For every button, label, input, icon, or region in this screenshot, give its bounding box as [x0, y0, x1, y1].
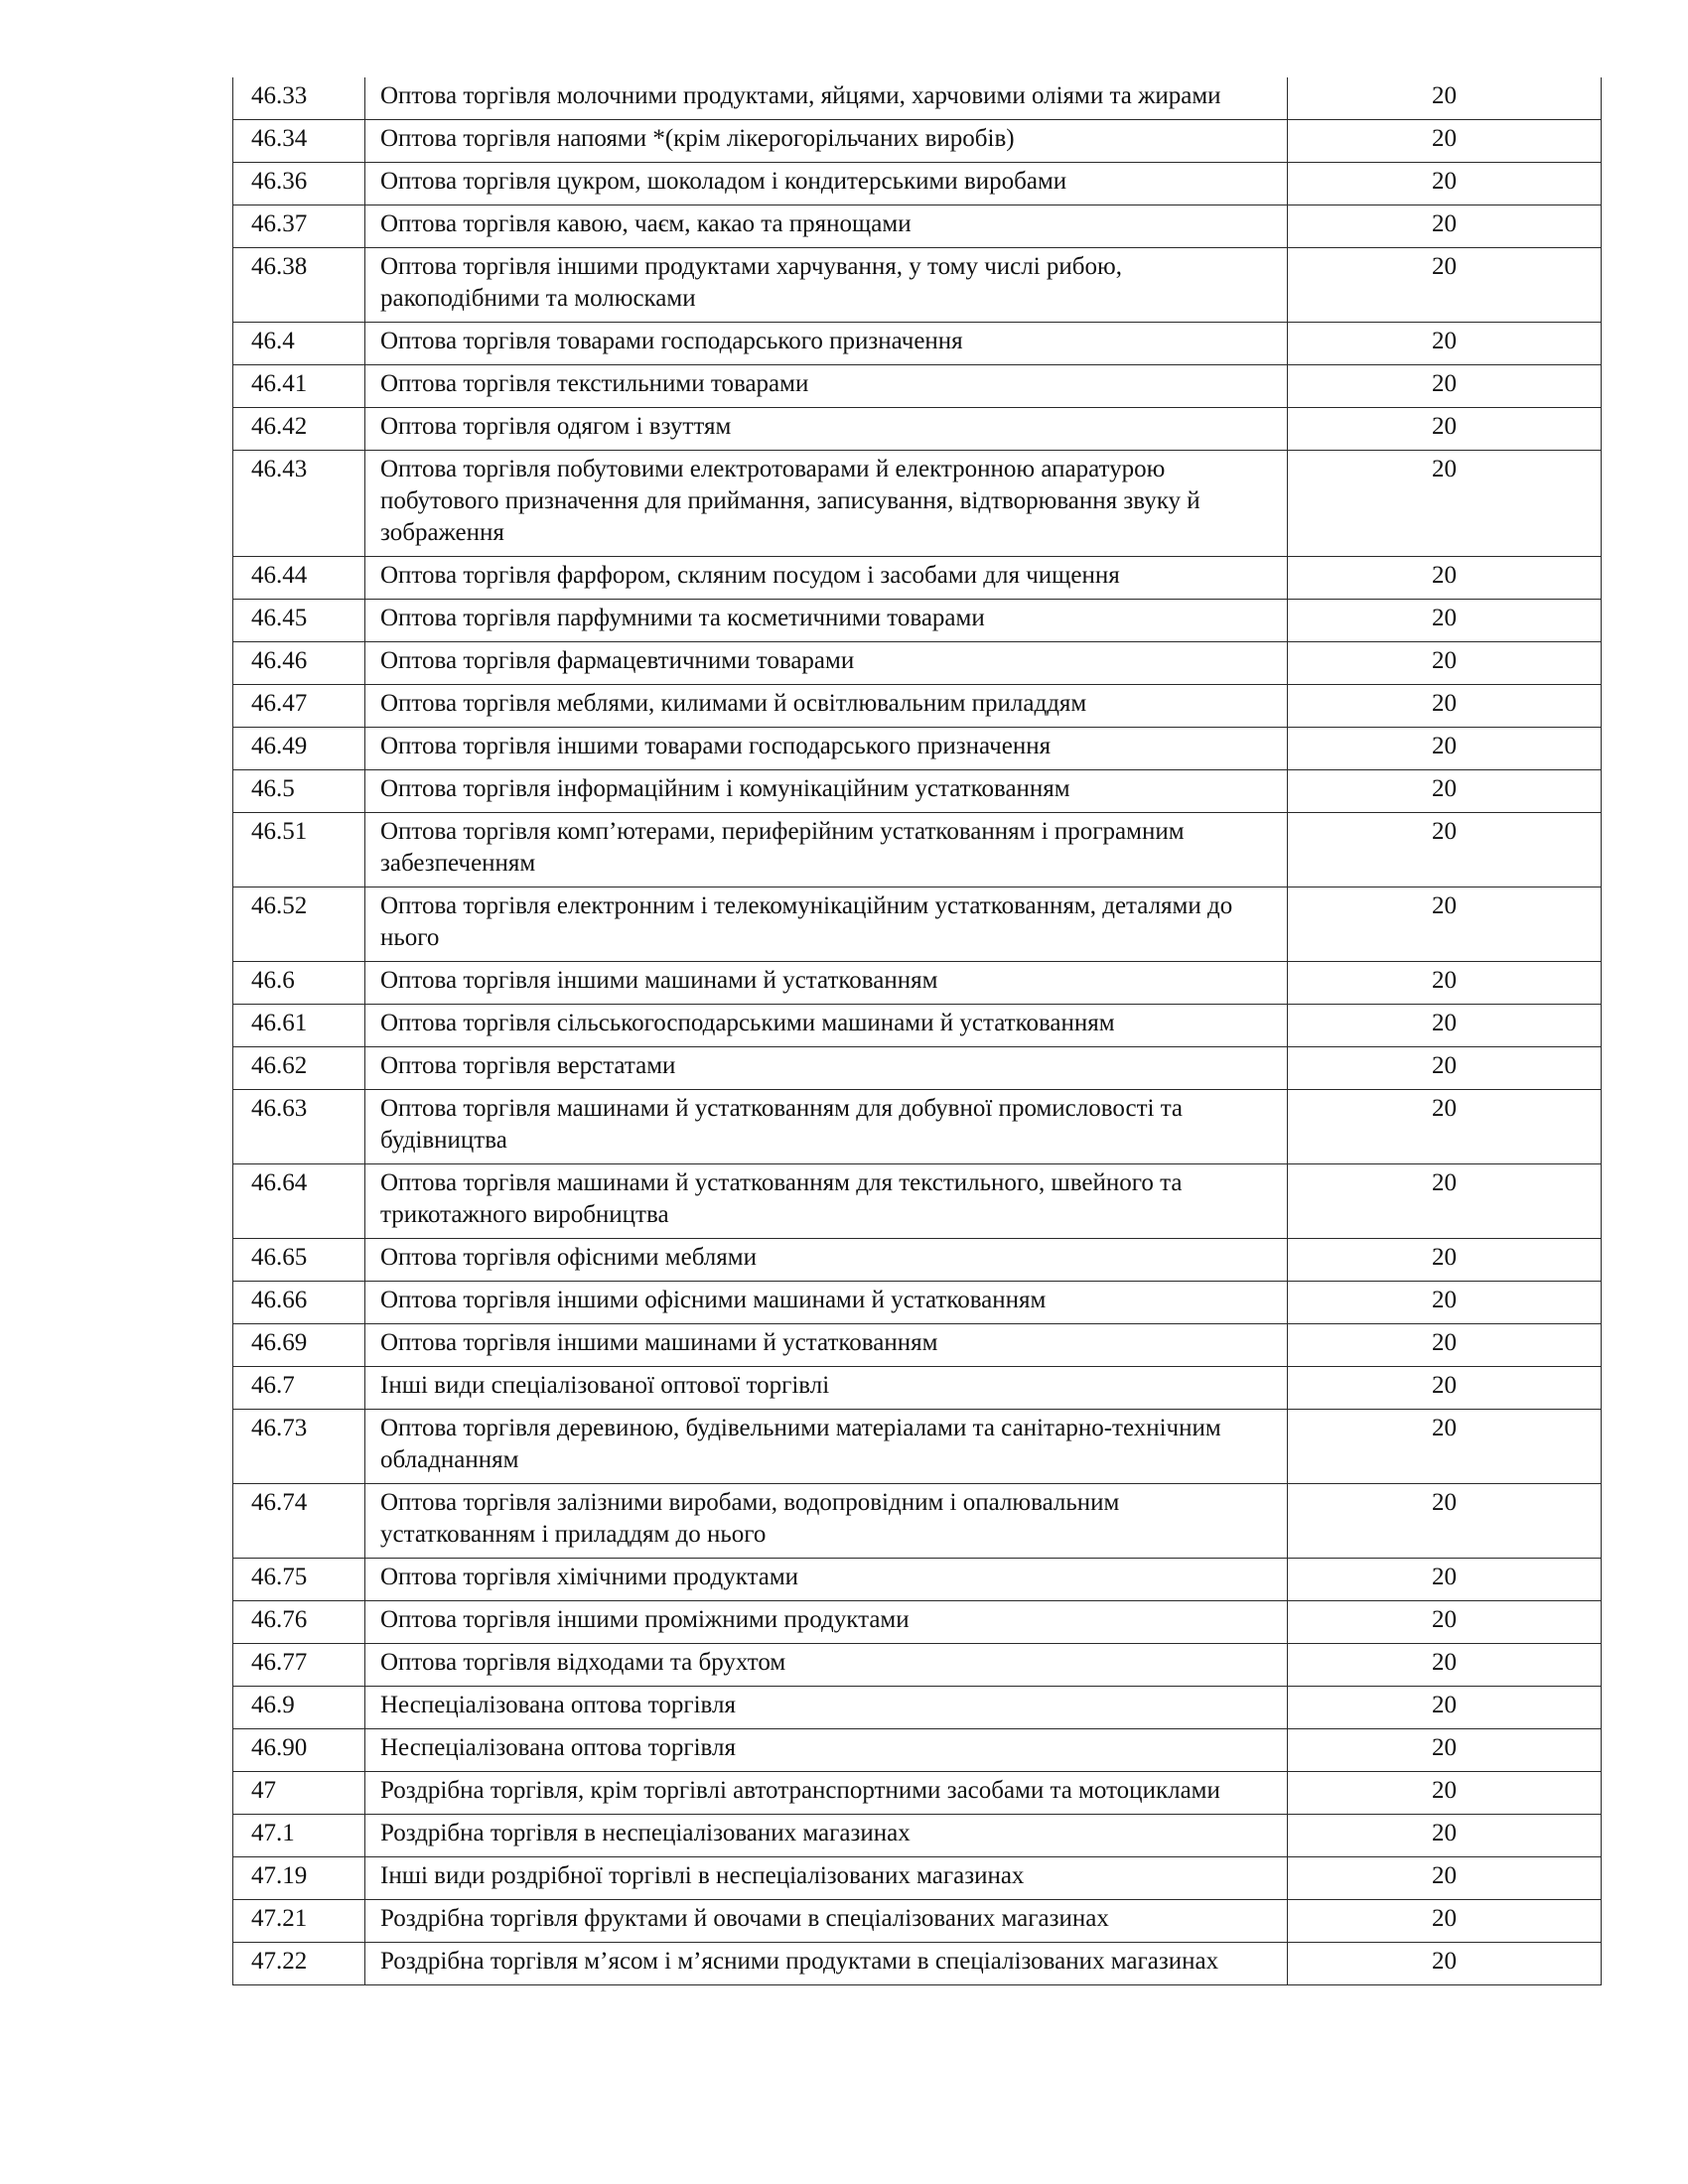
table-row — [233, 728, 1602, 770]
activity-code-cell: 46.34 — [233, 120, 365, 163]
rate-cell: 20 — [1288, 1047, 1602, 1090]
rate-cell: 20 — [1288, 642, 1602, 685]
table-row — [233, 1324, 1602, 1367]
activity-code-cell: 46.6 — [233, 962, 365, 1005]
activity-name-cell: Роздрібна торгівля, крім торгівлі автотранспортними засобами та мотоциклами — [365, 1772, 1288, 1815]
activity-code-cell: 46.5 — [233, 770, 365, 813]
table-row — [233, 1484, 1602, 1559]
table-row — [233, 1687, 1602, 1729]
activity-code-cell: 46.90 — [233, 1729, 365, 1772]
rate-cell: 20 — [1288, 1005, 1602, 1047]
rate-cell: 20 — [1288, 1559, 1602, 1601]
activity-name-cell: Оптова торгівля іншими продуктами харчування, у тому числі рибою, ракоподібними та молюсками — [365, 248, 1288, 323]
rate-cell: 20 — [1288, 1815, 1602, 1857]
activity-name-cell: Оптова торгівля іншими машинами й устаткованням — [365, 962, 1288, 1005]
rate-cell: 20 — [1288, 728, 1602, 770]
activity-name-cell: Оптова торгівля сільськогосподарськими машинами й устаткованням — [365, 1005, 1288, 1047]
rate-cell: 20 — [1288, 120, 1602, 163]
activity-name-cell: Інші види роздрібної торгівлі в неспеціалізованих магазинах — [365, 1857, 1288, 1900]
rate-cell: 20 — [1288, 1410, 1602, 1484]
rate-cell: 20 — [1288, 1367, 1602, 1410]
activity-code-cell: 46.52 — [233, 887, 365, 962]
activity-code-cell: 46.41 — [233, 365, 365, 408]
table-row — [233, 1282, 1602, 1324]
table-row — [233, 962, 1602, 1005]
activity-code-cell: 46.37 — [233, 205, 365, 248]
activity-code-cell: 46.44 — [233, 557, 365, 600]
rate-cell: 20 — [1288, 163, 1602, 205]
activity-code-cell: 46.64 — [233, 1164, 365, 1239]
activity-code-cell: 46.43 — [233, 451, 365, 557]
rate-cell: 20 — [1288, 365, 1602, 408]
activity-code-cell: 46.45 — [233, 600, 365, 642]
table-row — [233, 813, 1602, 887]
activity-code-cell: 47.22 — [233, 1943, 365, 1985]
rate-cell: 20 — [1288, 1772, 1602, 1815]
activity-code-cell: 46.77 — [233, 1644, 365, 1687]
activity-name-cell: Оптова торгівля іншими товарами господарського призначення — [365, 728, 1288, 770]
rate-cell: 20 — [1288, 1324, 1602, 1367]
activity-name-cell: Роздрібна торгівля фруктами й овочами в спеціалізованих магазинах — [365, 1900, 1288, 1943]
activity-name-cell: Роздрібна торгівля м’ясом і м’ясними продуктами в спеціалізованих магазинах — [365, 1943, 1288, 1985]
rate-cell: 20 — [1288, 770, 1602, 813]
rate-cell: 20 — [1288, 205, 1602, 248]
activity-name-cell: Оптова торгівля кавою, чаєм, какао та прянощами — [365, 205, 1288, 248]
rate-cell: 20 — [1288, 1857, 1602, 1900]
activity-name-cell: Оптова торгівля машинами й устаткованням для текстильного, швейного та трикотажного виробництва — [365, 1164, 1288, 1239]
activity-name-cell: Неспеціалізована оптова торгівля — [365, 1729, 1288, 1772]
rate-cell: 20 — [1288, 1282, 1602, 1324]
table-row — [233, 887, 1602, 962]
activity-name-cell: Оптова торгівля фармацевтичними товарами — [365, 642, 1288, 685]
table-row — [233, 1815, 1602, 1857]
activity-name-cell: Оптова торгівля машинами й устаткованням для добувної промисловості та будівництва — [365, 1090, 1288, 1164]
activity-code-cell: 46.4 — [233, 323, 365, 365]
activity-code-cell: 47 — [233, 1772, 365, 1815]
rate-cell: 20 — [1288, 1900, 1602, 1943]
activity-name-cell: Неспеціалізована оптова торгівля — [365, 1687, 1288, 1729]
rate-cell: 20 — [1288, 1943, 1602, 1985]
activity-code-cell: 46.65 — [233, 1239, 365, 1282]
activity-code-cell: 46.33 — [233, 77, 365, 120]
table-row — [233, 1367, 1602, 1410]
activity-code-cell: 46.74 — [233, 1484, 365, 1559]
activity-name-cell: Оптова торгівля залізними виробами, водопровідним і опалювальним устаткованням і приладдям до нього — [365, 1484, 1288, 1559]
table-row — [233, 365, 1602, 408]
activity-code-cell: 46.51 — [233, 813, 365, 887]
activity-code-cell: 46.62 — [233, 1047, 365, 1090]
activity-code-cell: 47.21 — [233, 1900, 365, 1943]
rate-cell: 20 — [1288, 408, 1602, 451]
activity-name-cell: Оптова торгівля одягом і взуттям — [365, 408, 1288, 451]
rate-cell: 20 — [1288, 1729, 1602, 1772]
activity-name-cell: Оптова торгівля іншими машинами й устаткованням — [365, 1324, 1288, 1367]
rate-cell: 20 — [1288, 1484, 1602, 1559]
rate-cell: 20 — [1288, 451, 1602, 557]
rate-cell: 20 — [1288, 813, 1602, 887]
rate-cell: 20 — [1288, 962, 1602, 1005]
table-row — [233, 1857, 1602, 1900]
activity-name-cell: Оптова торгівля фарфором, скляним посудом і засобами для чищення — [365, 557, 1288, 600]
rate-cell: 20 — [1288, 685, 1602, 728]
table-row — [233, 1772, 1602, 1815]
activity-name-cell: Інші види спеціалізованої оптової торгівлі — [365, 1367, 1288, 1410]
activity-code-cell: 46.7 — [233, 1367, 365, 1410]
activity-name-cell: Оптова торгівля текстильними товарами — [365, 365, 1288, 408]
table-row — [233, 163, 1602, 205]
activity-code-cell: 46.76 — [233, 1601, 365, 1644]
activity-name-cell: Оптова торгівля відходами та брухтом — [365, 1644, 1288, 1687]
activity-code-cell: 46.66 — [233, 1282, 365, 1324]
table-row — [233, 770, 1602, 813]
activity-name-cell: Оптова торгівля верстатами — [365, 1047, 1288, 1090]
activity-name-cell: Оптова торгівля хімічними продуктами — [365, 1559, 1288, 1601]
rate-cell: 20 — [1288, 557, 1602, 600]
activity-name-cell: Оптова торгівля інформаційним і комунікаційним устаткованням — [365, 770, 1288, 813]
activity-code-cell: 46.75 — [233, 1559, 365, 1601]
rate-cell: 20 — [1288, 1090, 1602, 1164]
activity-code-cell: 47.1 — [233, 1815, 365, 1857]
table-row — [233, 205, 1602, 248]
table-row — [233, 1090, 1602, 1164]
table-row — [233, 642, 1602, 685]
rate-cell: 20 — [1288, 248, 1602, 323]
activity-code-cell: 46.69 — [233, 1324, 365, 1367]
activity-name-cell: Оптова торгівля меблями, килимами й освітлювальним приладдям — [365, 685, 1288, 728]
table-row — [233, 120, 1602, 163]
activity-code-cell: 46.47 — [233, 685, 365, 728]
activity-name-cell: Оптова торгівля комп’ютерами, периферійним устаткованням і програмним забезпеченням — [365, 813, 1288, 887]
activity-code-cell: 46.42 — [233, 408, 365, 451]
table-row — [233, 1900, 1602, 1943]
activity-code-cell: 46.46 — [233, 642, 365, 685]
activity-name-cell: Оптова торгівля деревиною, будівельними матеріалами та санітарно-технічним обладнанням — [365, 1410, 1288, 1484]
activity-name-cell: Оптова торгівля напоями *(крім лікерогорільчаних виробів) — [365, 120, 1288, 163]
activity-code-cell: 46.36 — [233, 163, 365, 205]
table-row — [233, 1729, 1602, 1772]
activity-name-cell: Оптова торгівля товарами господарського призначення — [365, 323, 1288, 365]
rate-cell: 20 — [1288, 1164, 1602, 1239]
activity-codes-table — [232, 77, 1602, 1985]
table-row — [233, 1644, 1602, 1687]
table-row — [233, 77, 1602, 120]
activity-code-cell: 46.9 — [233, 1687, 365, 1729]
rate-cell: 20 — [1288, 1601, 1602, 1644]
table-row — [233, 451, 1602, 557]
table-body — [233, 77, 1602, 1985]
rate-cell: 20 — [1288, 600, 1602, 642]
table-row — [233, 1943, 1602, 1985]
activity-name-cell: Оптова торгівля офісними меблями — [365, 1239, 1288, 1282]
rate-cell: 20 — [1288, 1687, 1602, 1729]
activity-name-cell: Оптова торгівля електронним і телекомунікаційним устаткованням, деталями до нього — [365, 887, 1288, 962]
activity-code-cell: 47.19 — [233, 1857, 365, 1900]
table-row — [233, 323, 1602, 365]
activity-code-cell: 46.38 — [233, 248, 365, 323]
activity-name-cell: Роздрібна торгівля в неспеціалізованих магазинах — [365, 1815, 1288, 1857]
table-row — [233, 408, 1602, 451]
table-row — [233, 557, 1602, 600]
rate-cell: 20 — [1288, 77, 1602, 120]
activity-code-cell: 46.61 — [233, 1005, 365, 1047]
rate-cell: 20 — [1288, 323, 1602, 365]
table-row — [233, 600, 1602, 642]
table-row — [233, 248, 1602, 323]
activity-code-cell: 46.73 — [233, 1410, 365, 1484]
activity-name-cell: Оптова торгівля побутовими електротоварами й електронною апаратурою побутового призначення для приймання, записування, відтворювання звуку й зображення — [365, 451, 1288, 557]
table-row — [233, 1559, 1602, 1601]
activity-name-cell: Оптова торгівля іншими проміжними продуктами — [365, 1601, 1288, 1644]
activity-code-cell: 46.49 — [233, 728, 365, 770]
table-row — [233, 1601, 1602, 1644]
rate-cell: 20 — [1288, 1239, 1602, 1282]
table-row — [233, 685, 1602, 728]
rate-cell: 20 — [1288, 887, 1602, 962]
table-row — [233, 1005, 1602, 1047]
rate-cell: 20 — [1288, 1644, 1602, 1687]
table-row — [233, 1239, 1602, 1282]
activity-name-cell: Оптова торгівля цукром, шоколадом і кондитерськими виробами — [365, 163, 1288, 205]
table-row — [233, 1164, 1602, 1239]
table-row — [233, 1410, 1602, 1484]
activity-name-cell: Оптова торгівля іншими офісними машинами й устаткованням — [365, 1282, 1288, 1324]
activity-name-cell: Оптова торгівля парфумними та косметичними товарами — [365, 600, 1288, 642]
table-row — [233, 1047, 1602, 1090]
activity-code-cell: 46.63 — [233, 1090, 365, 1164]
activity-name-cell: Оптова торгівля молочними продуктами, яйцями, харчовими оліями та жирами — [365, 77, 1288, 120]
